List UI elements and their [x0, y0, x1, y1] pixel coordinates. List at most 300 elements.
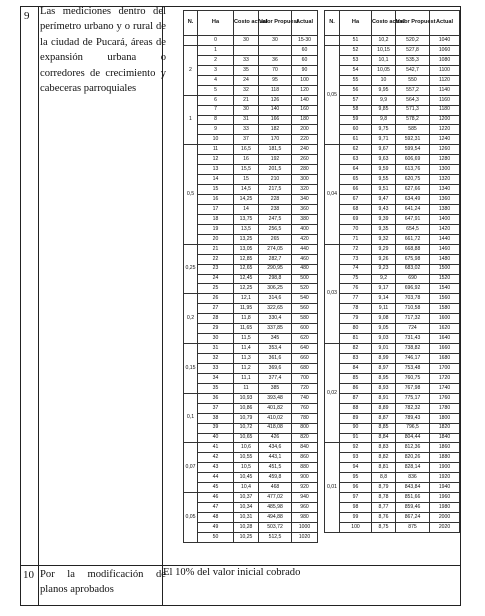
ha-cell: 70	[340, 224, 372, 234]
valor-propuesto-cell: 796,5	[396, 423, 430, 433]
table-row	[325, 473, 460, 483]
actual-cell: 1900	[430, 463, 460, 473]
table-row	[184, 363, 318, 373]
table-row	[325, 105, 460, 115]
ha-cell: 98	[340, 503, 372, 513]
table-row	[184, 155, 318, 165]
valor-propuesto-cell: 738,82	[396, 344, 430, 354]
ha-cell: 41	[198, 443, 234, 453]
actual-cell: 1740	[430, 383, 460, 393]
actual-cell: 1780	[430, 403, 460, 413]
table-row	[325, 453, 460, 463]
costo-actual-cell: 13,25	[234, 234, 259, 244]
valor-propuesto-cell: 867,24	[396, 513, 430, 523]
table-row	[184, 45, 318, 55]
ha-cell: 36	[198, 393, 234, 403]
costo-actual-cell: 8,76	[372, 513, 396, 523]
valor-propuesto-cell: 477,02	[259, 493, 292, 503]
ha-cell: 18	[198, 214, 234, 224]
table-row	[184, 393, 318, 403]
table-row	[325, 463, 460, 473]
costo-actual-cell: 10,72	[234, 423, 259, 433]
actual-cell: 960	[292, 503, 318, 513]
ha-cell: 43	[198, 463, 234, 473]
valor-propuesto-cell: 434,6	[259, 443, 292, 453]
valor-propuesto-cell: 654,5	[396, 224, 430, 234]
ha-cell: 89	[340, 413, 372, 423]
costo-actual-cell: 35	[234, 65, 259, 75]
table-row	[184, 234, 318, 244]
ha-cell: 31	[198, 344, 234, 354]
ha-cell: 74	[340, 264, 372, 274]
costo-actual-cell: 13,75	[234, 214, 259, 224]
ha-cell: 59	[340, 115, 372, 125]
ha-cell: 44	[198, 473, 234, 483]
costo-actual-cell: 14,25	[234, 195, 259, 205]
table-row	[325, 125, 460, 135]
ha-cell: 77	[340, 294, 372, 304]
ha-cell: 79	[340, 314, 372, 324]
ha-cell: 58	[340, 105, 372, 115]
costo-actual-cell: 8,87	[372, 413, 396, 423]
actual-cell: 760	[292, 403, 318, 413]
actual-cell: 1120	[430, 75, 460, 85]
table-header-row	[184, 11, 318, 36]
costo-actual-cell: 10,65	[234, 433, 259, 443]
ha-cell: 85	[340, 373, 372, 383]
valor-propuesto-cell: 564,3	[396, 95, 430, 105]
valor-propuesto-cell: 828,14	[396, 463, 430, 473]
actual-cell: 1680	[430, 354, 460, 364]
costo-actual-cell: 9,32	[372, 234, 396, 244]
valor-propuesto-cell: 875	[396, 522, 430, 532]
ha-cell: 0	[198, 36, 234, 46]
valor-propuesto-cell: 314,6	[259, 294, 292, 304]
group-label-cell: 0,05	[184, 493, 198, 543]
table-row	[325, 254, 460, 264]
table-row	[325, 264, 460, 274]
ha-cell: 53	[340, 55, 372, 65]
ha-cell: 99	[340, 513, 372, 523]
group-label-cell: 0,04	[325, 145, 340, 244]
ha-cell: 91	[340, 433, 372, 443]
actual-cell: 580	[292, 314, 318, 324]
ha-cell: 30	[198, 334, 234, 344]
actual-cell: 1860	[430, 443, 460, 453]
valor-propuesto-cell: 181,5	[259, 145, 292, 155]
group-label-cell: 0,2	[184, 294, 198, 344]
costo-actual-cell: 9,43	[372, 204, 396, 214]
actual-cell: 180	[292, 115, 318, 125]
costo-actual-cell: 9,8	[372, 115, 396, 125]
table-row	[184, 264, 318, 274]
valor-propuesto-cell: 647,91	[396, 214, 430, 224]
valor-propuesto-cell: 337,85	[259, 324, 292, 334]
actual-cell: 1440	[430, 234, 460, 244]
table-row	[184, 254, 318, 264]
actual-cell: 1820	[430, 423, 460, 433]
valor-propuesto-cell: 228	[259, 195, 292, 205]
costo-actual-cell: 8,78	[372, 493, 396, 503]
valor-propuesto-cell: 592,31	[396, 135, 430, 145]
ha-cell: 63	[340, 155, 372, 165]
table-row	[184, 185, 318, 195]
valor-propuesto-cell: 550	[396, 75, 430, 85]
table-row	[184, 244, 318, 254]
actual-cell: 1660	[430, 344, 460, 354]
valor-propuesto-cell: 451,5	[259, 463, 292, 473]
ha-cell: 81	[340, 334, 372, 344]
actual-cell: 1520	[430, 274, 460, 284]
ha-cell: 90	[340, 423, 372, 433]
valor-propuesto-cell: 459,8	[259, 473, 292, 483]
costo-actual-cell: 10,15	[372, 45, 396, 55]
actual-cell: 880	[292, 463, 318, 473]
valor-propuesto-cell: 290,95	[259, 264, 292, 274]
table-row	[184, 135, 318, 145]
valor-propuesto-cell: 789,43	[396, 413, 430, 423]
group-label-cell	[325, 36, 340, 46]
table-row	[184, 483, 318, 493]
ha-cell: 37	[198, 403, 234, 413]
costo-actual-cell: 10,05	[372, 65, 396, 75]
table-row	[325, 145, 460, 155]
actual-cell: 1180	[430, 105, 460, 115]
table-row	[184, 95, 318, 105]
actual-cell: 2000	[430, 513, 460, 523]
ha-cell: 97	[340, 493, 372, 503]
ha-cell: 50	[198, 532, 234, 542]
costo-actual-cell: 9,03	[372, 334, 396, 344]
table-row	[184, 145, 318, 155]
costo-actual-cell: 16	[234, 155, 259, 165]
table-row	[325, 75, 460, 85]
valor-propuesto-cell: 812,36	[396, 443, 430, 453]
valor-propuesto-cell: 322,65	[259, 304, 292, 314]
costo-actual-cell: 9,29	[372, 244, 396, 254]
ha-cell: 24	[198, 274, 234, 284]
costo-actual-cell: 9,14	[372, 294, 396, 304]
valor-propuesto-cell: 443,1	[259, 453, 292, 463]
table-row	[325, 443, 460, 453]
actual-cell: 1380	[430, 204, 460, 214]
header-valor-propuesto: Valor Propuest	[259, 11, 292, 36]
valor-propuesto-cell: 410,02	[259, 413, 292, 423]
table-row	[184, 503, 318, 513]
valor-propuesto-cell: 696,92	[396, 284, 430, 294]
costo-actual-cell: 10,28	[234, 522, 259, 532]
costo-actual-cell: 16,5	[234, 145, 259, 155]
costo-actual-cell: 12,65	[234, 264, 259, 274]
actual-cell: 620	[292, 334, 318, 344]
costo-actual-cell: 14,5	[234, 185, 259, 195]
costo-actual-cell: 10,31	[234, 513, 259, 523]
ha-cell: 94	[340, 463, 372, 473]
actual-cell: 1840	[430, 433, 460, 443]
actual-cell: 1020	[292, 532, 318, 542]
actual-cell: 60	[292, 45, 318, 55]
costo-actual-cell: 9,26	[372, 254, 396, 264]
table-row	[184, 463, 318, 473]
actual-cell: 1080	[430, 55, 460, 65]
ha-cell: 75	[340, 274, 372, 284]
valor-propuesto-cell: 238	[259, 204, 292, 214]
actual-cell: 560	[292, 304, 318, 314]
table-row	[325, 244, 460, 254]
ha-cell: 39	[198, 423, 234, 433]
ha-cell: 60	[340, 125, 372, 135]
table-row	[325, 493, 460, 503]
costo-actual-cell: 13,5	[234, 224, 259, 234]
ha-cell: 4	[198, 75, 234, 85]
table-row	[325, 155, 460, 165]
ha-cell: 33	[198, 363, 234, 373]
valor-propuesto-cell: 753,48	[396, 363, 430, 373]
valor-propuesto-cell: 620,75	[396, 175, 430, 185]
ha-cell: 27	[198, 304, 234, 314]
ha-cell: 7	[198, 105, 234, 115]
table-row	[325, 55, 460, 65]
actual-cell: 840	[292, 443, 318, 453]
ha-cell: 65	[340, 175, 372, 185]
actual-cell: 160	[292, 105, 318, 115]
table-row	[184, 115, 318, 125]
ha-cell: 92	[340, 443, 372, 453]
costo-actual-cell: 12,85	[234, 254, 259, 264]
costo-actual-cell: 11,65	[234, 324, 259, 334]
valor-propuesto-cell: 820,26	[396, 453, 430, 463]
valor-propuesto-cell: 485,98	[259, 503, 292, 513]
actual-cell: 1540	[430, 284, 460, 294]
costo-actual-cell: 9,63	[372, 155, 396, 165]
valor-propuesto-cell: 717,32	[396, 314, 430, 324]
valor-propuesto-cell: 494,88	[259, 513, 292, 523]
table-row	[184, 344, 318, 354]
actual-cell: 1560	[430, 294, 460, 304]
valor-propuesto-cell: 282,7	[259, 254, 292, 264]
valor-propuesto-cell: 247,5	[259, 214, 292, 224]
group-label-cell: 0,5	[184, 145, 198, 244]
costo-actual-cell: 11,2	[234, 363, 259, 373]
valor-propuesto-cell: 535,3	[396, 55, 430, 65]
table-row	[325, 403, 460, 413]
valor-propuesto-cell: 710,58	[396, 304, 430, 314]
table-row	[325, 324, 460, 334]
costo-actual-cell: 9,17	[372, 284, 396, 294]
ha-cell: 93	[340, 453, 372, 463]
ha-cell: 35	[198, 383, 234, 393]
header-ha: Ha	[340, 11, 372, 36]
table-row	[325, 433, 460, 443]
costo-actual-cell: 8,81	[372, 463, 396, 473]
valor-propuesto-cell: 641,24	[396, 204, 430, 214]
valor-propuesto-cell: 166	[259, 115, 292, 125]
valor-propuesto-cell: 118	[259, 85, 292, 95]
ha-cell: 17	[198, 204, 234, 214]
costo-actual-cell: 11,8	[234, 314, 259, 324]
ha-cell: 42	[198, 453, 234, 463]
table-row	[325, 204, 460, 214]
table-row	[184, 224, 318, 234]
table-row	[325, 234, 460, 244]
actual-cell: 980	[292, 513, 318, 523]
valor-propuesto-cell: 330,4	[259, 314, 292, 324]
ha-cell: 13	[198, 165, 234, 175]
valor-propuesto-cell: 627,66	[396, 185, 430, 195]
costo-actual-cell: 10,37	[234, 493, 259, 503]
costo-actual-cell: 10,2	[372, 36, 396, 46]
valor-propuesto-cell: 182	[259, 125, 292, 135]
table-row	[184, 65, 318, 75]
table-row	[325, 522, 460, 532]
header-actual: Actual	[430, 11, 460, 36]
ha-cell: 87	[340, 393, 372, 403]
table-row	[184, 373, 318, 383]
costo-actual-cell: 10,1	[372, 55, 396, 65]
valor-propuesto-cell: 542,7	[396, 65, 430, 75]
table-row	[325, 363, 460, 373]
valor-propuesto-cell: 578,2	[396, 115, 430, 125]
costo-actual-cell: 11,95	[234, 304, 259, 314]
costo-actual-cell: 9,47	[372, 195, 396, 205]
ha-cell: 82	[340, 344, 372, 354]
table-row	[184, 214, 318, 224]
group-label-cell	[184, 36, 198, 46]
costo-actual-cell: 8,97	[372, 363, 396, 373]
costo-actual-cell: 9,67	[372, 145, 396, 155]
valor-propuesto-cell: 30	[259, 36, 292, 46]
table-row	[184, 75, 318, 85]
costo-actual-cell: 8,91	[372, 393, 396, 403]
ha-cell: 52	[340, 45, 372, 55]
valor-propuesto-cell: 401,82	[259, 403, 292, 413]
ha-cell: 83	[340, 354, 372, 364]
ha-cell: 95	[340, 473, 372, 483]
valor-propuesto-cell: 668,88	[396, 244, 430, 254]
table-row	[184, 423, 318, 433]
table-row	[325, 224, 460, 234]
costo-actual-cell: 10,25	[234, 532, 259, 542]
table-row	[325, 165, 460, 175]
valor-propuesto-cell: 746,17	[396, 354, 430, 364]
table-row	[325, 334, 460, 344]
ha-cell: 46	[198, 493, 234, 503]
actual-cell: 1420	[430, 224, 460, 234]
ha-cell: 6	[198, 95, 234, 105]
valor-propuesto-cell: 859,46	[396, 503, 430, 513]
costo-actual-cell: 8,8	[372, 473, 396, 483]
actual-cell: 540	[292, 294, 318, 304]
ha-cell: 51	[340, 36, 372, 46]
actual-cell: 100	[292, 75, 318, 85]
table-row	[184, 304, 318, 314]
ha-cell: 66	[340, 185, 372, 195]
ha-cell: 15	[198, 185, 234, 195]
table-row	[325, 354, 460, 364]
table-row	[184, 165, 318, 175]
ha-cell: 10	[198, 135, 234, 145]
ha-cell: 25	[198, 284, 234, 294]
ha-cell: 16	[198, 195, 234, 205]
table-row	[325, 314, 460, 324]
row-number-9: 9	[24, 10, 30, 22]
valor-propuesto-cell: 520,2	[396, 36, 430, 46]
actual-cell: 1620	[430, 324, 460, 334]
valor-propuesto-cell: 634,49	[396, 195, 430, 205]
costo-actual-cell: 9,35	[372, 224, 396, 234]
table-row	[325, 274, 460, 284]
description-column-divider	[162, 7, 163, 605]
costo-actual-cell: 8,75	[372, 522, 396, 532]
table-row	[184, 324, 318, 334]
group-label-cell: 2	[184, 45, 198, 95]
costo-actual-cell: 9,08	[372, 314, 396, 324]
costo-actual-cell: 10,6	[234, 443, 259, 453]
actual-cell: 1500	[430, 264, 460, 274]
valor-propuesto-cell: 70	[259, 65, 292, 75]
table-row	[184, 284, 318, 294]
valor-propuesto-cell: 724	[396, 324, 430, 334]
header-costo-actual: Costo actual	[372, 11, 396, 36]
ha-cell: 61	[340, 135, 372, 145]
costo-actual-cell: 30	[234, 36, 259, 46]
actual-cell: 1220	[430, 125, 460, 135]
header-n: N.	[184, 11, 198, 36]
costo-actual-cell: 9,75	[372, 125, 396, 135]
valor-propuesto-cell: 418,08	[259, 423, 292, 433]
valor-propuesto-cell: 599,54	[396, 145, 430, 155]
actual-cell: 1400	[430, 214, 460, 224]
group-label-cell: 0,05	[325, 45, 340, 144]
table-row	[325, 383, 460, 393]
ha-cell: 8	[198, 115, 234, 125]
table-row	[184, 294, 318, 304]
actual-cell: 90	[292, 65, 318, 75]
ha-cell: 49	[198, 522, 234, 532]
table-row	[325, 85, 460, 95]
costo-actual-cell: 9,55	[372, 175, 396, 185]
actual-cell: 340	[292, 195, 318, 205]
actual-cell: 1800	[430, 413, 460, 423]
actual-cell: 1940	[430, 483, 460, 493]
group-label-cell: 0,03	[325, 244, 340, 343]
actual-cell: 660	[292, 354, 318, 364]
actual-cell: 360	[292, 204, 318, 214]
actual-cell: 400	[292, 224, 318, 234]
table-row	[325, 344, 460, 354]
ha-cell: 45	[198, 483, 234, 493]
costo-actual-cell: 13,05	[234, 244, 259, 254]
costo-actual-cell: 11,5	[234, 334, 259, 344]
ha-cell: 84	[340, 363, 372, 373]
actual-cell: 860	[292, 453, 318, 463]
valor-propuesto-cell: 170	[259, 135, 292, 145]
costo-actual-cell: 10,93	[234, 393, 259, 403]
ha-cell: 86	[340, 383, 372, 393]
actual-cell: 1460	[430, 244, 460, 254]
costo-actual-cell: 11	[234, 383, 259, 393]
actual-cell: 780	[292, 413, 318, 423]
actual-cell: 820	[292, 433, 318, 443]
table-row	[325, 95, 460, 105]
costo-actual-cell: 8,89	[372, 403, 396, 413]
valor-propuesto-cell: 274,05	[259, 244, 292, 254]
actual-cell: 680	[292, 363, 318, 373]
row-divider	[21, 565, 460, 566]
valor-propuesto-cell: 201,5	[259, 165, 292, 175]
actual-cell: 1580	[430, 304, 460, 314]
costo-actual-cell: 24	[234, 75, 259, 85]
